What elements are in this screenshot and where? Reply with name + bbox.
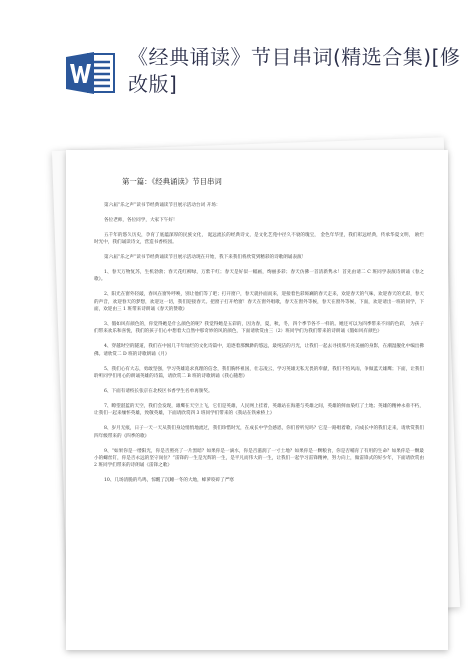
paragraph: 7、瞭望湛蓝的天空，我们会发现，雄鹰在天空上飞，它们是英雄，人民网上挂着，英雄站在海港与英雄之间，英雄的鲜血染红了土地；英雄的精神永垂不朽，让我们一起来缅怀英雄，致敬英雄，下面请欣赏四 3 班同学们带来的《我站在铁索桥上》: [94, 403, 424, 417]
paragraph: 5、我们心有大志，勇敢坚强，学习英雄追求真理的信念，我们胸怀祖国，壮志凌云，学习英雄无私无畏的奉献，我们不怕风雨，争做蓝天雄鹰；下面，让我们聆听同学们用心的朗诵英雄的诗篇，请欣赏二 B 班的诗歌朗诵《我心随想》: [94, 366, 424, 380]
paragraph: 6、下面有请校长张京在北校区书香学生名单再颁奖。: [104, 389, 213, 394]
page-title: 《经典诵读》节目串词(精选合集)[修改版]: [128, 45, 461, 96]
paragraph: 第六届“乐之声”读书节经典诵读节目展示活动现在开始，我下来我们将欣赏到精彩的诗歌朗诵表演！: [104, 255, 307, 261]
paragraph: 4、穿越时空的隧道，我们在中国几千年灿烂的文化诗篇中，追逐着那飘渺的悠远，最纯洁的月光，让我们一起去寻找那月亮美丽的身影，在潮湿靓化中编出佛佛。请欣赏二 D 班的诗歌朗诵《月》: [94, 344, 424, 357]
paragraph: 9、“如果你是一缕阳光，你是否照亮了一片黑暗？如果你是一滴水，你是否滋润了一寸土地？如果你是一颗粮食，你是否哺育了有用的生命？如果你是一颗最小的螺丝钉，你是否永远的坚守岗位？”雷锋的一生是光辉的一生，是平凡而伟大的一生，让我们一起学习雷锋精神，努力向上，做雷锋式的好少年，下面请欣赏由 2 班同学们带来的诗朗诵《雷锋之歌》: [94, 448, 424, 469]
document-page: [66, 150, 448, 650]
document-heading: 第一篇：《经典诵读》节目串词: [122, 177, 222, 186]
document-preview-header: [0, 0, 474, 140]
paragraph: 五千年的悠久历史，孕育了底蕴深厚的民族文化， 诞远流长的经典诗文，是文化艺苑中径久不衰的瑰宝， 金色年华里，我们彰远经典，传承华夏文明， 励烂时光中，我们诵读诗文，营造书香校园。: [94, 232, 424, 246]
paragraph: 各位老师，各位同学，大家下午好！: [104, 217, 178, 223]
paragraph: 1、春天万物复苏，生机勃勃；春天花红柳绿，万紫千红；春天是好似一幅画，绚丽多彩；春天仿佛一首清新隽永！首先由请二 C 班同学表演诗朗诵《春之歌》。: [94, 270, 424, 283]
paragraph: 第六届“乐之声”读书节经典诵读节目展示活动台词 开场：: [104, 203, 221, 208]
paragraph: 2、阳光在窗外轻敲，春风在窗外呼唤，别让他们等了吧；打开窗户，春天就扑面而来，迎接着色彩斑斓的春天走来，欢迎春天的气味，欢迎春天的光彩，春天的声音，欢迎春天的梦想，欢迎这一切，我们迎接春天。把窗子打开给窗！春天在窗外唱歌，春天在窗外等候，春天在窗外等候，下面，欢迎请出一班的同学，下面，欢迎由三 1 班带来诗朗诵《春天的赞歌》: [94, 292, 424, 313]
document-body: [94, 202, 424, 492]
paragraph: 8、岁月无痕，日子一天一天从我们身边悄悄地流过，我们珍惜时光，在成长中学会感恩，你们曾听见吗？它是一路唱着歌，向成长中的我们走来，请欣赏我们四年级带来的《四季的歌》: [94, 426, 424, 439]
paragraph: 10、几场清脆的鸟鸣，惊醒了沉睡一冬的大地，蜂萝咬碎了严寒: [104, 478, 234, 484]
word-document-icon: [66, 52, 116, 94]
paragraph: 3、假如风有颜色的，你觉得她是什么颜色的呢？我觉得她是五彩的，因为春，夏，秋，冬，四个季节各不一样的。她还可以为四季带来不同的色彩， 为孩子们带来欢乐和喜悦，我们的孩子们心中想着大自然中那奇妙的风的颜色，下面请欣赏由三（2）班同学们为我们带来的诗朗诵《假如风有颜色》: [94, 322, 424, 335]
